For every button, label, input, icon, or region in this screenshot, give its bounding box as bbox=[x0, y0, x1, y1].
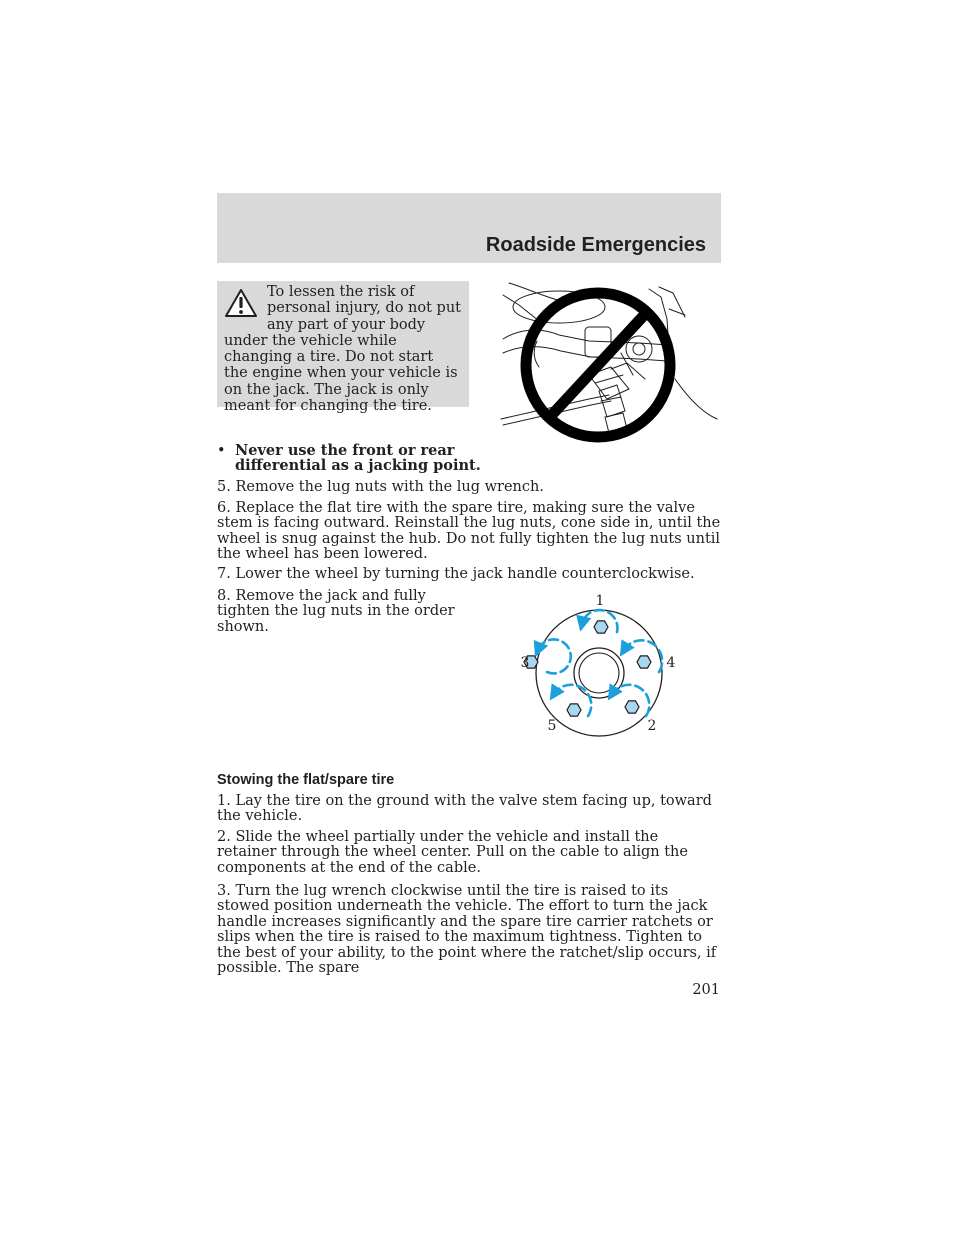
stowing-step-2: 2. Slide the wheel partially under the vehicle and install the retainer through the wheel center. Pull on the cable to align the components at the end of the cable. bbox=[217, 829, 688, 876]
warning-text: To lessen the risk of personal injury, do not put any part of your body under the vehicle while changing a tire. Do not start the engine when your vehicle is on the jack. The jack is only meant for changing the tire. bbox=[224, 284, 461, 415]
step-8: 8. Remove the jack and fully tighten the lug nuts in the order shown. bbox=[217, 588, 455, 635]
header-band bbox=[217, 193, 721, 263]
no-jacking-prohibition-icon bbox=[499, 279, 721, 447]
lug-nut-1 bbox=[594, 621, 608, 633]
stowing-step-3: 3. Turn the lug wrench clockwise until the tire is raised to its stowed position underneath the vehicle. The effort to turn the jack handle increases significantly and the spare tire carrier ratchets or slips when the tire is raised to the maximum tightness. Tighten to the best of your ability, to the point where the ratchet/slip occurs, if possible. The spare bbox=[217, 883, 717, 977]
stowing-step-1: 1. Lay the tire on the ground with the valve stem facing up, toward the vehicle. bbox=[217, 793, 712, 825]
section-title: Roadside Emergencies bbox=[485, 234, 706, 256]
lug-nut-2 bbox=[625, 701, 639, 713]
step-6: 6. Replace the flat tire with the spare tire, making sure the valve stem is facing outward. Reinstall the lug nuts, cone side in, until the wheel is snug against the hub. Do not fully tighten the lug nuts until the wheel has been lowered. bbox=[217, 500, 721, 563]
bullet-marker: • bbox=[217, 443, 226, 459]
lug-label-1: 1 bbox=[595, 593, 605, 609]
lug-label-4: 4 bbox=[666, 655, 676, 671]
lug-nut-tightening-diagram bbox=[512, 588, 682, 740]
wheel-hub-inner bbox=[579, 653, 619, 693]
lug-label-2: 2 bbox=[647, 718, 657, 734]
bullet-text: Never use the front or rear differential as a jacking point. bbox=[235, 442, 481, 474]
warning-triangle-icon bbox=[224, 288, 258, 318]
step-5: 5. Remove the lug nuts with the lug wrench. bbox=[217, 479, 544, 495]
warning-box bbox=[217, 281, 469, 415]
stowing-heading: Stowing the flat/spare tire bbox=[217, 772, 395, 788]
lug-label-3: 3 bbox=[520, 655, 530, 671]
step-7: 7. Lower the wheel by turning the jack handle counterclockwise. bbox=[217, 566, 695, 582]
lug-nut-4 bbox=[637, 656, 651, 668]
lug-label-5: 5 bbox=[547, 718, 557, 734]
lug-nut-5 bbox=[567, 704, 581, 716]
page-number: 201 bbox=[692, 982, 720, 998]
